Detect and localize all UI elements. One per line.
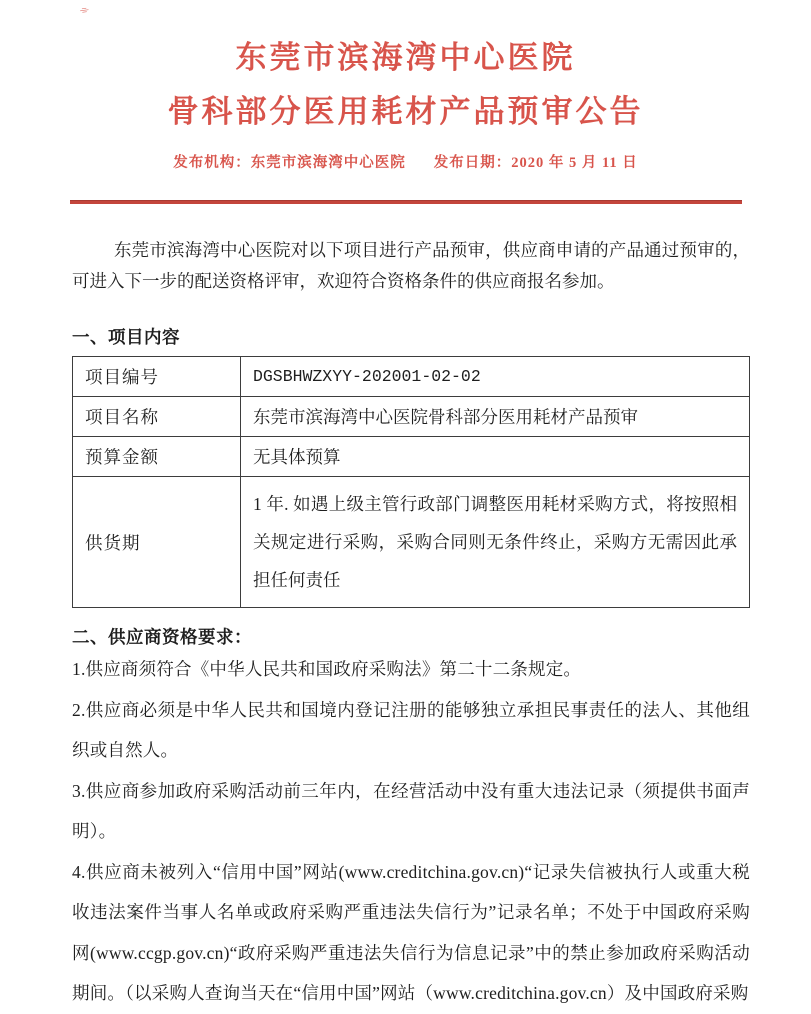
- field-value: 无具体预算: [241, 437, 750, 477]
- table-row: [73, 397, 750, 437]
- section1-heading: 一、项目内容: [72, 327, 180, 347]
- table-row: [73, 357, 750, 397]
- announcement-title: 骨科部分医用耗材产品预审公告: [167, 94, 644, 129]
- field-value: 1 年. 如遇上级主管行政部门调整医用耗材采购方式，将按照相关规定进行采购，采购合同则无条件终止，采购方无需因此承担任何责任: [241, 477, 750, 608]
- field-value: 东莞市滨海湾中心医院骨科部分医用耗材产品预审: [241, 397, 750, 437]
- requirement-item-3: 3.供应商参加政府采购活动前三年内，在经营活动中没有重大违法记录（须提供书面声明）。: [72, 780, 750, 841]
- field-value: DGSBHWZXYY-202001-02-02: [241, 357, 750, 397]
- field-label: 预算金额: [73, 437, 241, 477]
- section2-heading: 二、供应商资格要求：: [72, 627, 252, 647]
- requirement-item-4: 4.供应商未被列入“信用中国”网站(www.creditchina.gov.cn)“记录失信被执行人或重大税收违法案件当事人名单或政府采购严重违法失信行为”记录名单；不处于中国政府采购网(www.ccgp.gov.cn)“政府采购严重违法失信行为信息记录”中的禁止参加政府采购活动期间。（以采购人查询当天在“信用中国”网站（www.creditchina.gov.cn）及中国政府采购: [72, 861, 750, 1003]
- field-label: 供货期: [73, 477, 241, 608]
- field-label: 项目编号: [73, 357, 241, 397]
- requirement-item-2: 2.供应商必须是中华人民共和国境内登记注册的能够独立承担民事责任的法人、其他组织或自然人。: [72, 699, 750, 760]
- publish-date-label: 发布日期：: [433, 155, 512, 171]
- field-label: 项目名称: [73, 397, 241, 437]
- intro-paragraph: 东莞市滨海湾中心医院对以下项目进行产品预审，供应商申请的产品通过预审的，可进入下一步的配送资格评审，欢迎符合资格条件的供应商报名参加。: [72, 240, 750, 291]
- publisher-value: 东莞市滨海湾中心医院: [250, 155, 406, 171]
- publish-meta-line: [0, 151, 811, 172]
- publish-date-value: 2020 年 5 月 11 日: [511, 155, 638, 171]
- hospital-name-title: 东莞市滨海湾中心医院: [235, 40, 576, 75]
- publisher-label: 发布机构：: [173, 155, 251, 171]
- header-divider-rule: [70, 200, 742, 204]
- document-header: [0, 0, 811, 172]
- table-row: [73, 437, 750, 477]
- requirement-item-1: 1.供应商须符合《中华人民共和国政府采购法》第二十二条规定。: [72, 659, 582, 679]
- scan-artifact-mark: ⌯: [79, 3, 90, 17]
- table-row: [73, 477, 750, 608]
- document-body: [0, 235, 811, 1014]
- project-info-table: [72, 356, 750, 608]
